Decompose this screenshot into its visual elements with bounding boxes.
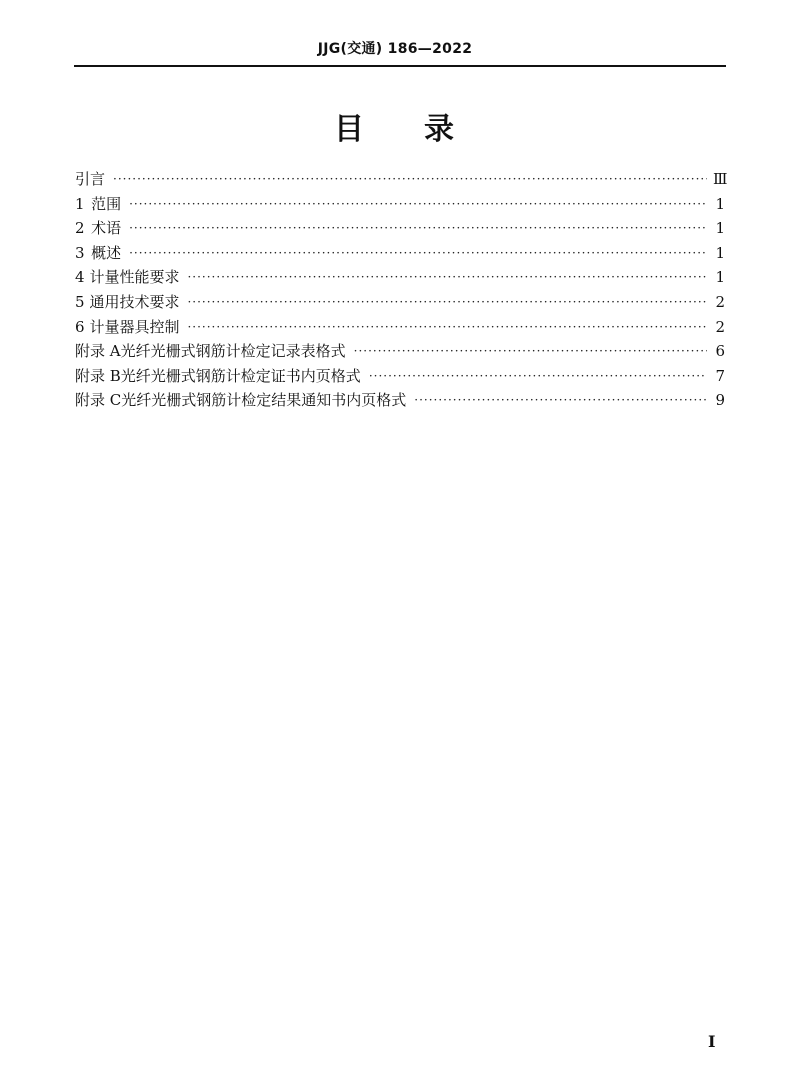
standard-code-header: JJG(交通) 186—2022 (317, 41, 473, 57)
toc-entry-label: 术语 (91, 219, 122, 238)
toc-entry-number: 4 (75, 268, 85, 287)
toc-dot-leader (129, 197, 707, 211)
toc-entry-number: 附录 B (75, 366, 121, 385)
toc-dot-leader (129, 246, 707, 260)
toc-entry-label: 通用技术要求 (89, 292, 180, 311)
toc-entry-appendix-a[interactable] (75, 340, 725, 365)
toc-entry-page: 7 (715, 366, 725, 385)
toc-title (0, 104, 790, 148)
toc-entry-number: 2 (75, 219, 85, 238)
toc-entry-label: 计量性能要求 (89, 268, 180, 287)
toc-entry-label: 光纤光栅式钢筋计检定结果通知书内页格式 (121, 391, 407, 410)
toc-entry-label: 光纤光栅式钢筋计检定证书内页格式 (120, 366, 361, 385)
toc-entry-page: Ⅲ (713, 170, 728, 188)
toc-dot-leader (354, 344, 707, 358)
toc-dot-leader (414, 393, 707, 407)
toc-entry-label: 概述 (91, 243, 122, 262)
table-of-contents (75, 168, 728, 414)
toc-dot-leader (369, 369, 707, 383)
toc-entry-metrological-requirements[interactable] (75, 266, 725, 291)
toc-entry-scope[interactable] (75, 193, 725, 218)
toc-entry-page: 9 (715, 391, 725, 410)
page-number: Ⅰ (708, 1032, 716, 1051)
toc-dot-leader (187, 270, 707, 284)
toc-entry-label: 计量器具控制 (89, 317, 180, 336)
toc-entry-label: 光纤光栅式钢筋计检定记录表格式 (120, 342, 346, 361)
toc-entry-number: 附录 C (75, 391, 122, 410)
toc-entry-label: 引言 (75, 170, 106, 188)
toc-entry-page: 1 (715, 194, 725, 213)
toc-entry-page: 2 (715, 292, 725, 311)
toc-entry-number: 5 (75, 292, 85, 311)
toc-entry-instrument-control[interactable] (75, 316, 725, 341)
toc-title-char-1: 目 (334, 112, 366, 147)
toc-entry-preface[interactable] (75, 168, 728, 193)
toc-entry-page: 1 (715, 268, 725, 287)
toc-entry-page: 2 (715, 317, 725, 336)
toc-entry-number: 1 (75, 194, 85, 213)
toc-entry-appendix-b[interactable] (75, 365, 725, 390)
toc-entry-appendix-c[interactable] (75, 389, 725, 414)
toc-entry-page: 1 (715, 243, 725, 262)
toc-entry-number: 3 (75, 243, 85, 262)
toc-dot-leader (187, 295, 707, 309)
toc-dot-leader (113, 172, 707, 186)
toc-entry-label: 范围 (91, 194, 122, 213)
toc-dot-leader (187, 320, 707, 334)
header-divider (74, 65, 726, 67)
toc-entry-technical-requirements[interactable] (75, 291, 725, 316)
toc-entry-number: 6 (75, 317, 85, 336)
toc-entry-page: 6 (715, 342, 725, 361)
toc-dot-leader (129, 221, 707, 235)
toc-entry-terms[interactable] (75, 217, 725, 242)
toc-entry-overview[interactable] (75, 242, 725, 267)
toc-title-char-2: 录 (424, 112, 456, 147)
toc-entry-number: 附录 A (75, 342, 121, 361)
toc-entry-page: 1 (715, 219, 725, 238)
